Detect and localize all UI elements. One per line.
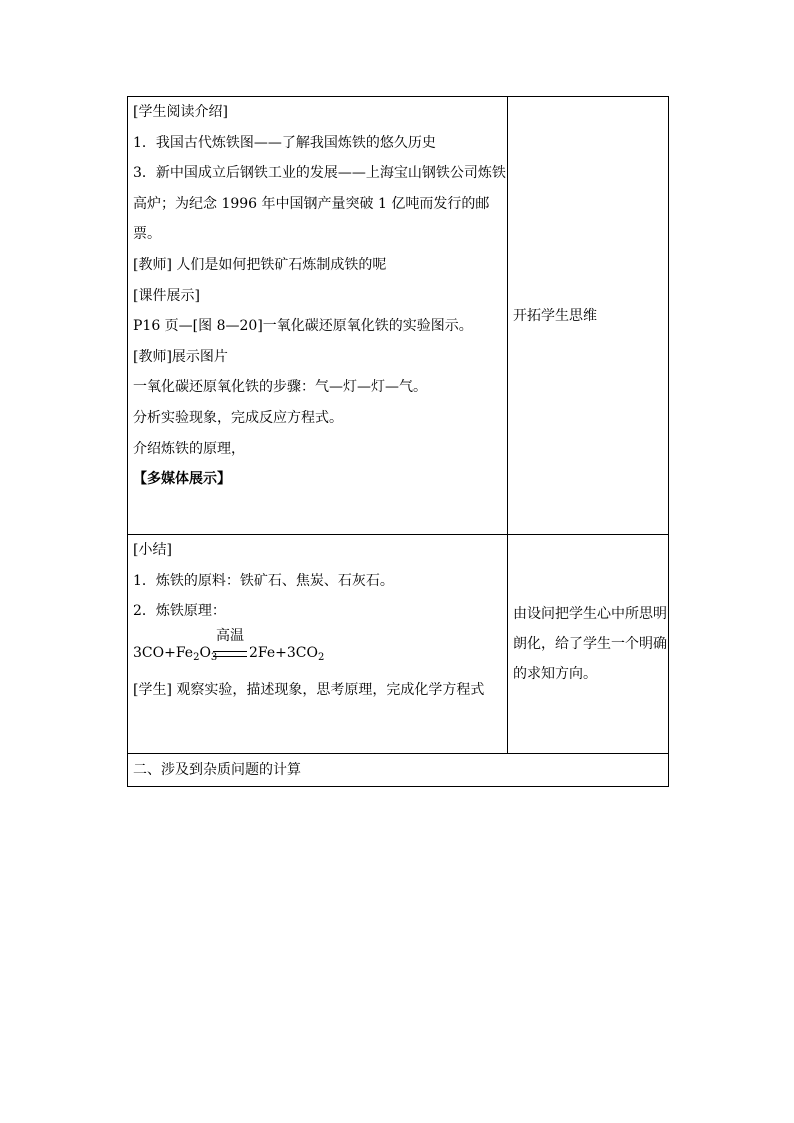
section-heading: 二、涉及到杂质问题的计算 — [133, 762, 301, 778]
teacher-line: [教师] 人们是如何把铁矿石炼制成铁的呢 — [133, 256, 387, 273]
list-item: 1．炼铁的原料：铁矿石、焦炭、石灰石。 — [133, 572, 394, 589]
section-label: [小结] — [133, 542, 172, 558]
lesson-plan-table — [127, 96, 669, 787]
equation-reactants: $3CO+Fe_2O_3$ — [133, 644, 218, 663]
list-item: 3．新中国成立后钢铁工业的发展——上海宝山钢铁公司炼铁高炉；为纪念 1996 年中国钢产量突破 1 亿吨而发行的邮票。 — [133, 165, 506, 243]
intent-text: 开拓学生思维 — [513, 307, 597, 324]
intent-cell — [508, 97, 669, 535]
summary-cell — [128, 535, 508, 754]
student-line: [学生] 观察实验，描述现象，思考原理，完成化学方程式 — [133, 681, 485, 698]
activity-cell — [128, 97, 508, 535]
text-line: 分析实验现象，完成反应方程式。 — [133, 409, 343, 426]
teacher-line: [教师]展示图片 — [133, 348, 228, 365]
reaction-condition: 高温 — [216, 627, 244, 644]
section-heading-cell — [128, 754, 669, 787]
text-line: 一氧化碳还原氧化铁的步骤：气—灯—灯—气。 — [133, 379, 427, 396]
section-label: [课件展示] — [133, 287, 200, 304]
equals-sign — [213, 651, 247, 657]
text-line: 介绍炼铁的原理， — [133, 440, 245, 457]
multimedia-label: 【多媒体展示】 — [133, 471, 231, 488]
intent-text: 由设问把学生心中所思明朗化，给了学生一个明确的求知方向。 — [513, 606, 667, 682]
list-item: 2．炼铁原理： — [133, 603, 226, 620]
table-row — [128, 535, 669, 754]
list-item: 1．我国古代炼铁图——了解我国炼铁的悠久历史 — [133, 134, 436, 151]
section-label: [学生阅读介绍] — [133, 104, 228, 120]
intent-cell — [508, 535, 669, 754]
table-row — [128, 754, 669, 787]
chemical-equation — [133, 627, 507, 675]
table-row — [128, 97, 669, 535]
text-line: P16 页—[图 8—20]一氧化碳还原氧化铁的实验图示。 — [133, 318, 473, 335]
equation-products: $2Fe+3CO_2$ — [249, 644, 325, 663]
